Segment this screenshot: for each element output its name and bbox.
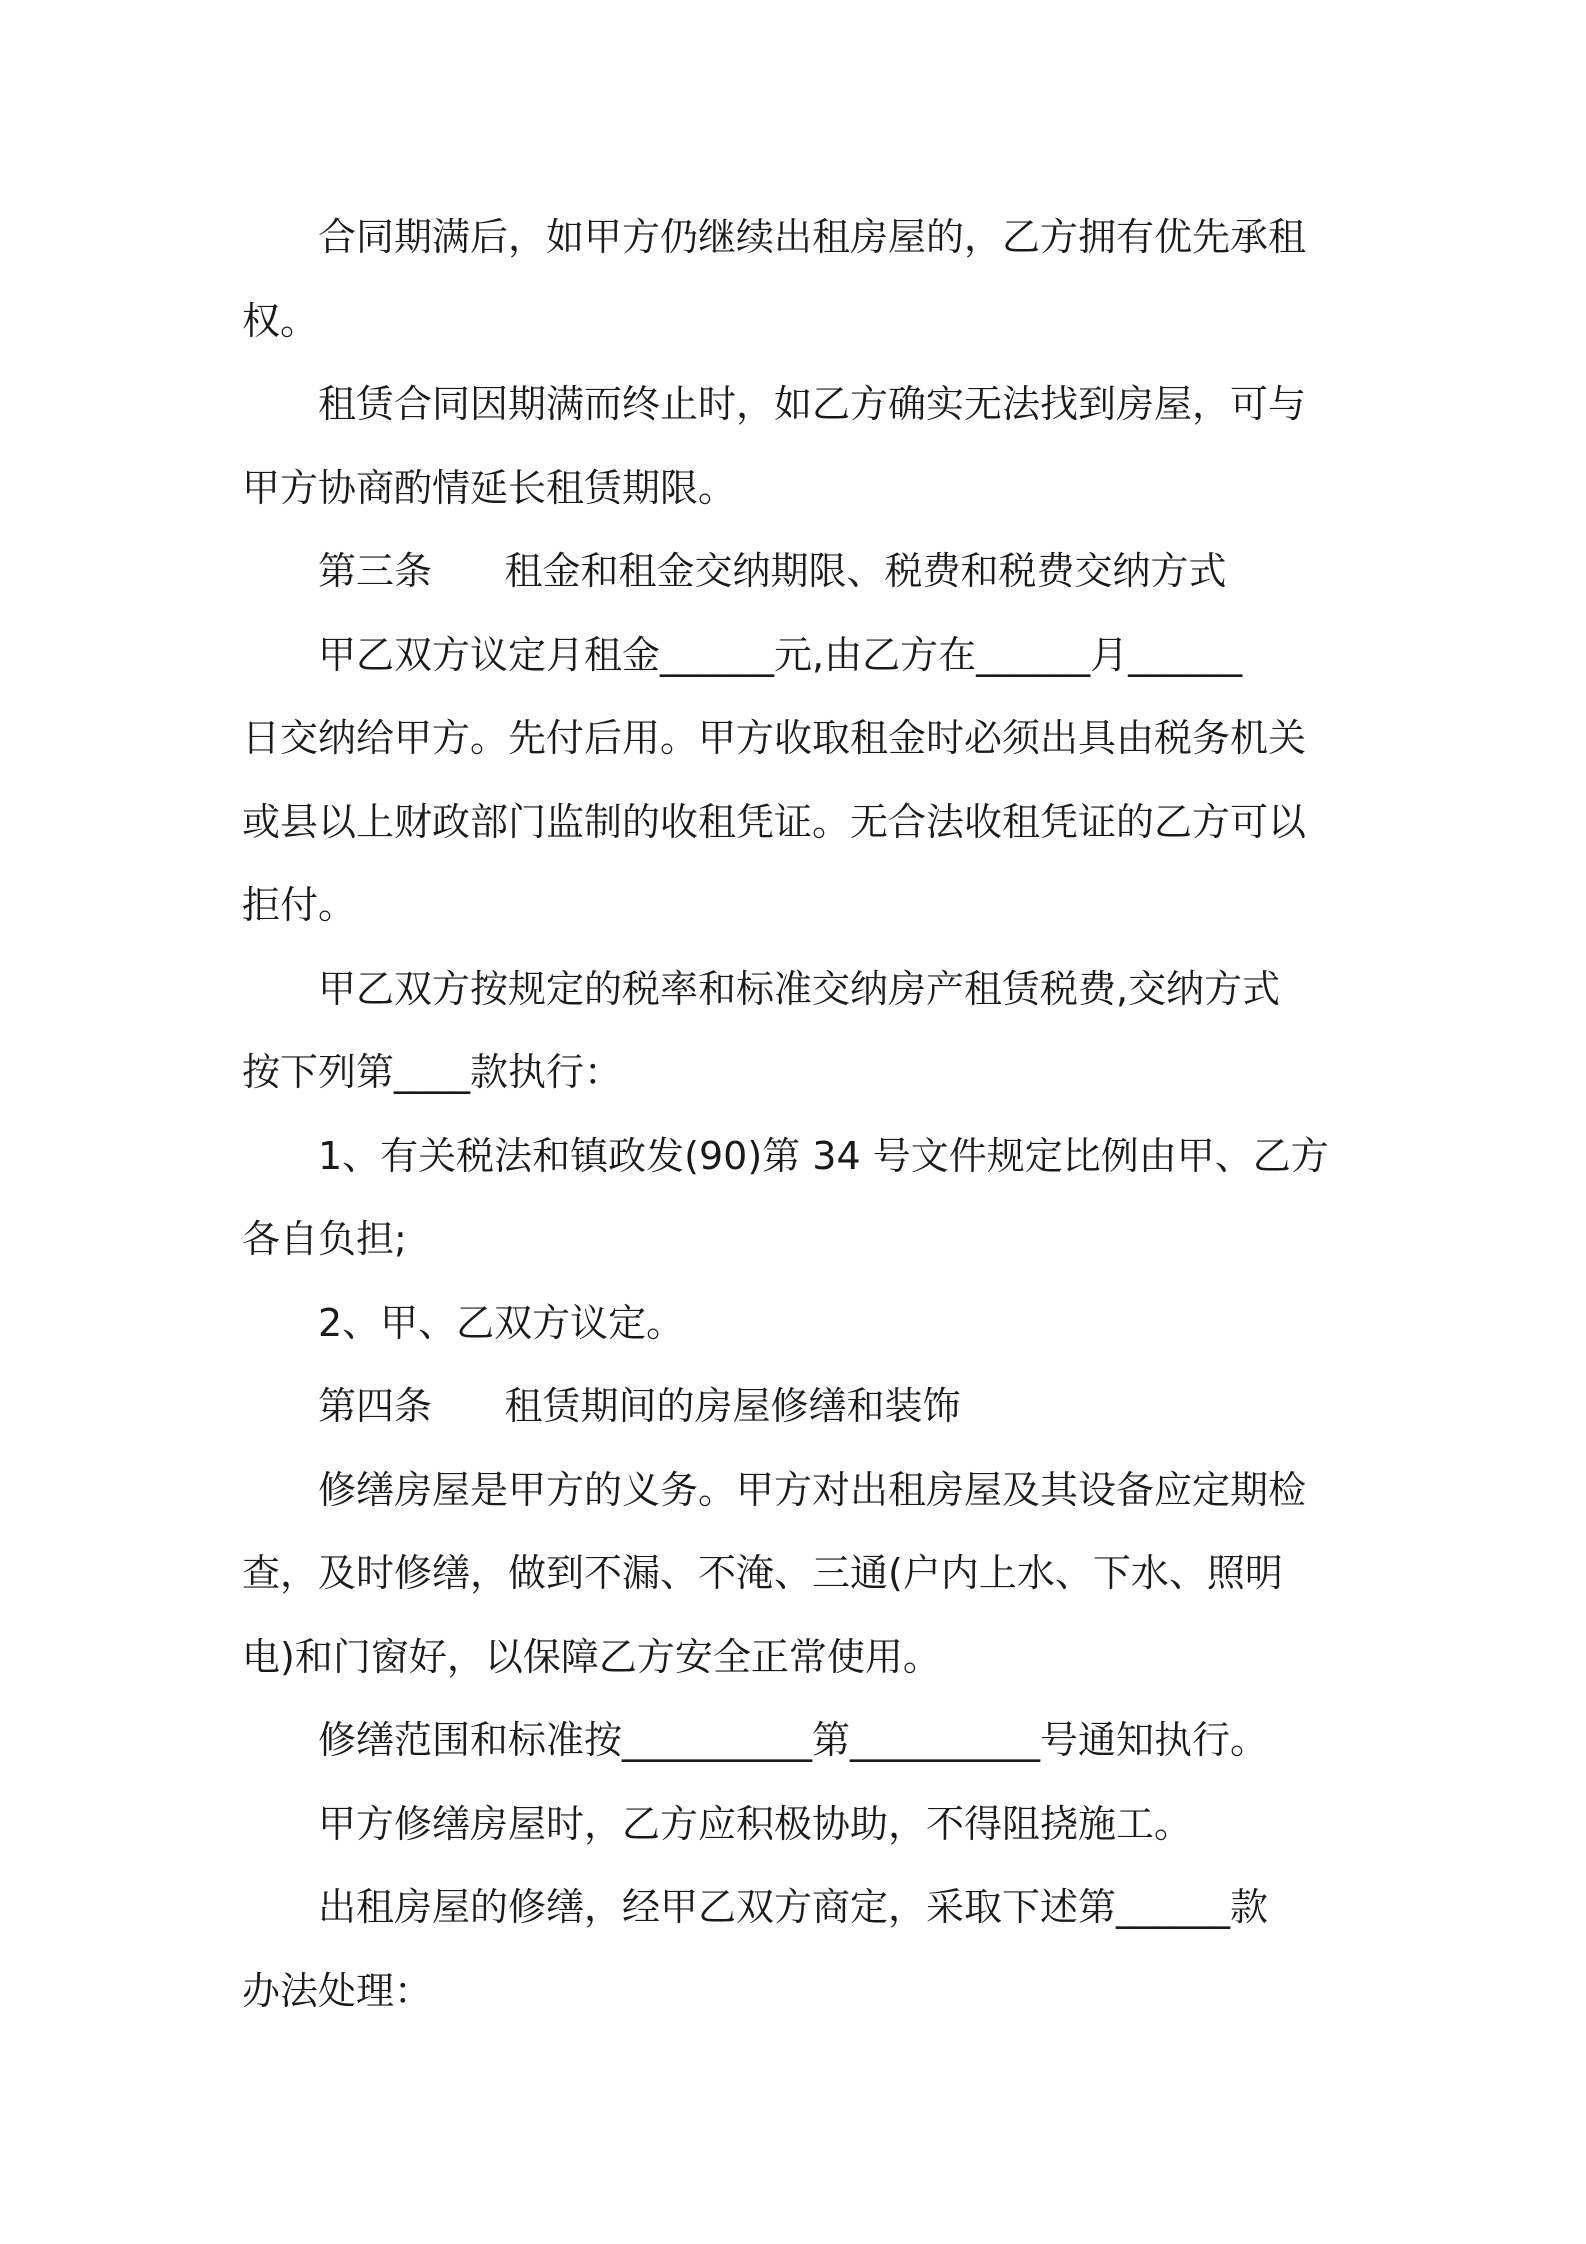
paragraph-line: 办法处理： — [242, 1968, 433, 2013]
paragraph-line: 1、有关税法和镇政发(90)第 34 号文件规定比例由甲、乙方 — [318, 1133, 1329, 1178]
paragraph-line: 按下列第____款执行： — [242, 1050, 623, 1094]
paragraph-line: 第三条 租金和租金交纳期限、税费和税费交纳方式 — [318, 549, 1227, 593]
paragraph-line: 甲方修缮房屋时，乙方应积极协助，不得阻挠施工。 — [318, 1801, 1193, 1846]
paragraph-line: 日交纳给甲方。先付后用。甲方收取租金时必须出具由税务机关 — [242, 716, 1307, 760]
paragraph-line: 查，及时修缮，做到不漏、不淹、三通(户内上水、下水、照明 — [242, 1551, 1283, 1595]
paragraph-line: 出租房屋的修缮，经甲乙双方商定，采取下述第______款 — [318, 1885, 1269, 1929]
paragraph-line: 拒付。 — [242, 883, 357, 927]
article-heading — [242, 530, 1356, 614]
paragraph — [242, 1783, 1356, 1867]
paragraph — [242, 1699, 1356, 1783]
paragraph-line: 第四条 租赁期间的房屋修缮和装饰 — [318, 1384, 961, 1428]
paragraph-line: 权。 — [242, 298, 319, 343]
paragraph-line: 甲乙双方按规定的税率和标准交纳房产租赁税费,交纳方式 — [318, 966, 1281, 1011]
document-body — [242, 196, 1356, 2033]
paragraph-line: 修缮房屋是甲方的义务。甲方对出租房屋及其设备应定期检 — [318, 1467, 1307, 1512]
paragraph — [242, 196, 1356, 363]
article-heading — [242, 1365, 1356, 1449]
paragraph — [242, 614, 1356, 948]
paragraph-line: 合同期满后，如甲方仍继续出租房屋的，乙方拥有优先承租 — [318, 215, 1307, 259]
paragraph — [242, 363, 1356, 530]
paragraph — [242, 948, 1356, 1115]
paragraph-line: 各自负担; — [242, 1217, 407, 1261]
paragraph-line: 或县以上财政部门监制的收租凭证。无合法收租凭证的乙方可以 — [242, 799, 1307, 844]
paragraph-line: 甲方协商酌情延长租赁期限。 — [242, 465, 737, 510]
paragraph-line: 电)和门窗好，以保障乙方安全正常使用。 — [242, 1634, 941, 1679]
paragraph — [242, 1115, 1356, 1282]
paragraph-line: 甲乙双方议定月租金______元,由乙方在______月______ — [318, 632, 1243, 677]
paragraph — [242, 1282, 1356, 1366]
paragraph-line: 修缮范围和标准按__________第__________号通知执行。 — [318, 1718, 1269, 1762]
paragraph — [242, 1866, 1356, 2033]
paragraph-line: 租赁合同因期满而终止时，如乙方确实无法找到房屋，可与 — [318, 382, 1307, 426]
paragraph — [242, 1449, 1356, 1700]
paragraph-line: 2、甲、乙双方议定。 — [318, 1300, 685, 1345]
